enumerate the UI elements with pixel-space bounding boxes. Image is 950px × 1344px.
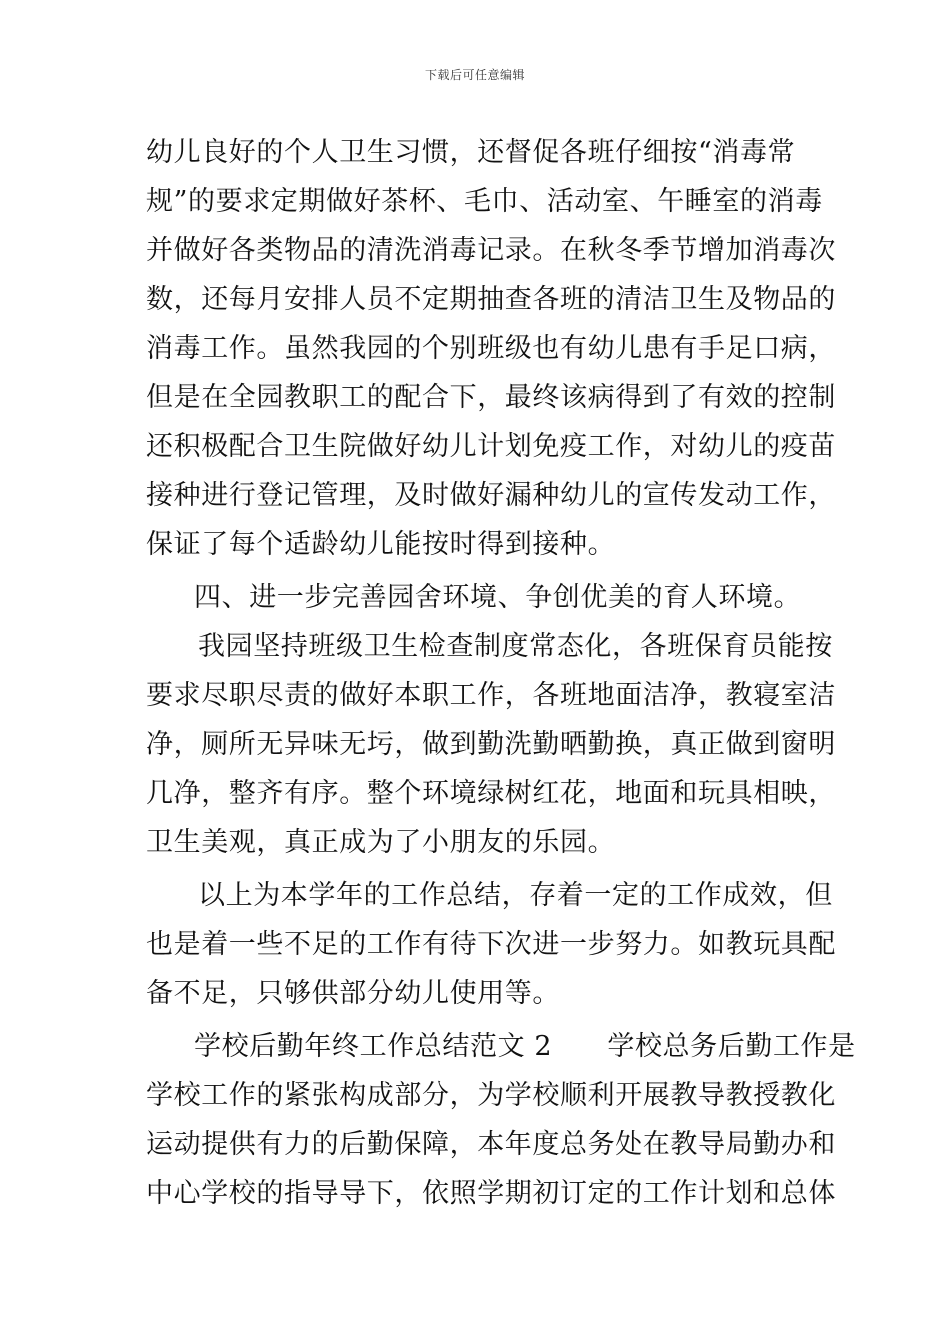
text-line: 还积极配合卫生院做好幼儿计划免疫工作，对幼儿的疫苗	[146, 431, 836, 462]
text-line: 接种进行登记管理，及时做好漏种幼儿的宣传发动工作，	[146, 480, 836, 511]
text-line: 学校后勤年终工作总结范文 2 学校总务后勤工作是	[194, 1031, 856, 1062]
text-line: 数，还每月安排人员不定期抽查各班的清洁卫生及物品的	[146, 284, 836, 315]
text-line: 卫生美观，真正成为了小朋友的乐园。	[146, 827, 616, 858]
text-line: 学校工作的紧张构成部分，为学校顺利开展教导教授教化	[146, 1080, 836, 1111]
text-line: 我园坚持班级卫生检查制度常态化，各班保育员能按	[198, 631, 833, 662]
text-line: 要求尽职尽责的做好本职工作，各班地面洁净，教寝室洁	[146, 680, 836, 711]
text-line: 净，厕所无异味无圬，做到勤洗勤晒勤换，真正做到窗明	[146, 729, 836, 760]
text-line: 但是在全园教职工的配合下，最终该病得到了有效的控制	[146, 382, 836, 413]
text-line: 备不足，只够供部分幼儿使用等。	[146, 978, 560, 1009]
text-line: 中心学校的指导导下，依照学期初订定的工作计划和总体	[146, 1178, 836, 1209]
page-header: 下载后可任意编辑	[424, 68, 525, 82]
text-line: 几净，整齐有序。整个环境绿树红花，地面和玩具相映，	[146, 778, 836, 809]
text-line: 以上为本学年的工作总结，存着一定的工作成效，但	[198, 880, 833, 911]
section-heading: 四、进一步完善园舍环境、争创优美的育人环境。	[194, 582, 802, 613]
text-line: 运动提供有力的后勤保障，本年度总务处在教导局勤办和	[146, 1129, 836, 1160]
text-line: 规”的要求定期做好茶杯、毛巾、活动室、午睡室的消毒	[146, 186, 823, 217]
text-line: 保证了每个适龄幼儿能按时得到接种。	[146, 529, 616, 560]
text-line: 并做好各类物品的清洗消毒记录。在秋冬季节增加消毒次	[146, 235, 836, 266]
text-line: 幼儿良好的个人卫生习惯，还督促各班仔细按“消毒常	[146, 137, 796, 168]
text-line: 消毒工作。虽然我园的个别班级也有幼儿患有手足口病，	[146, 333, 836, 364]
text-line: 也是着一些不足的工作有待下次进一步努力。如教玩具配	[146, 929, 836, 960]
